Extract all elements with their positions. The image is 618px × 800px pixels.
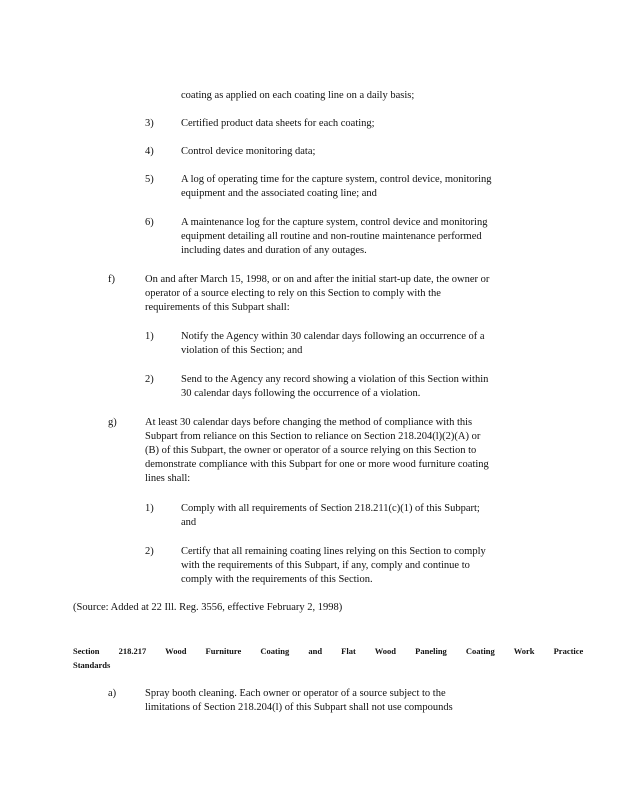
item-text: including dates and duration of any outages.	[181, 245, 367, 256]
subsection-text: At least 30 calendar days before changing the method of compliance with this	[145, 417, 473, 428]
item-text: A log of operating time for the capture system, control device, monitoring	[181, 174, 492, 185]
item-label: 1)	[145, 503, 154, 514]
item-text: Certify that all remaining coating lines relying on this Section to comply	[181, 546, 486, 557]
item-text: and	[181, 517, 197, 528]
section-heading: Section 218.217 Wood Furniture Coating and Flat Wood Paneling Coating Work Practice	[73, 646, 584, 656]
continuation-text: coating as applied on each coating line on a daily basis;	[181, 90, 415, 101]
item-text: with the requirements of this Subpart, if any, comply and continue to	[181, 560, 470, 571]
item-text: equipment and the associated coating line; and	[181, 188, 377, 199]
item-text: Comply with all requirements of Section 218.211(c)(1) of this Subpart;	[181, 503, 480, 514]
subsection-text: limitations of Section 218.204(l) of this Subpart shall not use compounds	[145, 702, 453, 713]
subsection-text: demonstrate compliance with this Subpart for one or more wood furniture coating	[145, 459, 489, 470]
item-text: comply with the requirements of this Section.	[181, 574, 373, 585]
subsection-text: lines shall:	[145, 473, 191, 484]
item-label: 2)	[145, 374, 154, 385]
subsection-text: On and after March 15, 1998, or on and after the initial start-up date, the owner or	[145, 274, 490, 285]
item-label: 2)	[145, 546, 154, 557]
subsection-text: Spray booth cleaning. Each owner or operator of a source subject to the	[145, 688, 446, 699]
subsection-text: requirements of this Subpart shall:	[145, 302, 290, 313]
item-text: Certified product data sheets for each coating;	[181, 118, 375, 129]
subsection-text: Subpart from reliance on this Section to reliance on Section 218.204(l)(2)(A) or	[145, 431, 481, 442]
section-heading-cont: Standards	[73, 660, 111, 670]
source-note: (Source: Added at 22 Ill. Reg. 3556, effective February 2, 1998)	[73, 602, 343, 613]
item-text: violation of this Section; and	[181, 345, 303, 356]
item-text: 30 calendar days following the occurrence of a violation.	[181, 388, 421, 399]
subsection-text: (B) of this Subpart, the owner or operator of a source relying on this Section to	[145, 445, 477, 456]
subsection-label: a)	[108, 688, 117, 699]
item-text: equipment detailing all routine and non-routine maintenance performed	[181, 231, 482, 242]
item-label: 3)	[145, 118, 154, 129]
item-text: Notify the Agency within 30 calendar days following an occurrence of a	[181, 331, 485, 342]
item-text: Control device monitoring data;	[181, 146, 316, 157]
item-label: 4)	[145, 146, 154, 157]
subsection-text: operator of a source electing to rely on this Section to comply with the	[145, 288, 441, 299]
item-text: Send to the Agency any record showing a violation of this Section within	[181, 374, 489, 385]
item-text: A maintenance log for the capture system, control device and monitoring	[181, 217, 488, 228]
item-label: 6)	[145, 217, 154, 228]
subsection-label: g)	[108, 417, 117, 428]
item-label: 5)	[145, 174, 154, 185]
item-label: 1)	[145, 331, 154, 342]
subsection-label: f)	[108, 274, 115, 285]
